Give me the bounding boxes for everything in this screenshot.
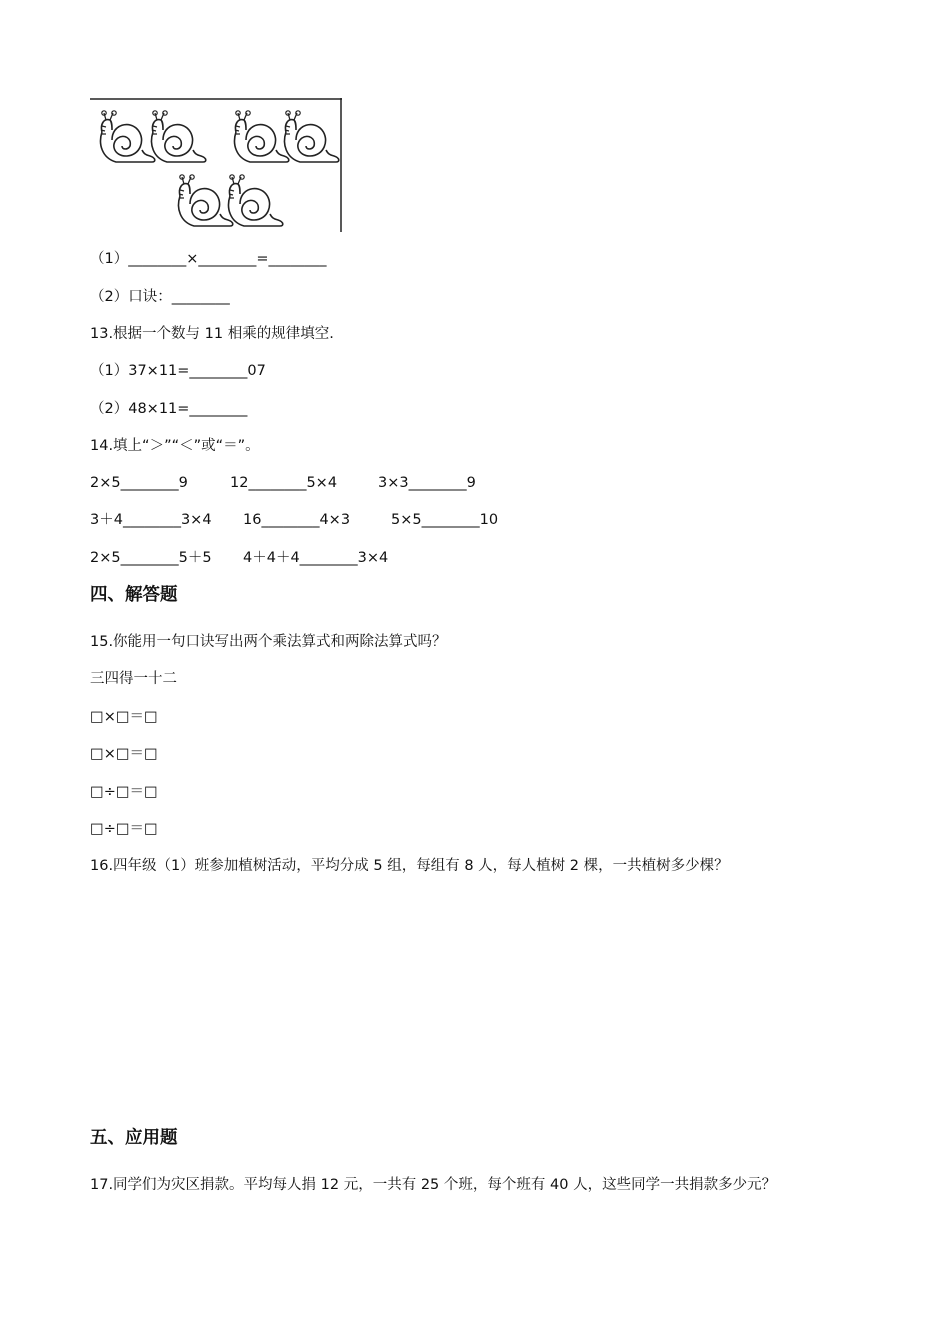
section-5-heading: 五、应用题 [90, 1128, 178, 1148]
q14-cell: 5×5________10 [391, 512, 499, 528]
q14-cell: 12________5×4 [230, 475, 338, 491]
snail-illustration [90, 98, 342, 232]
q13-title: 13.根据一个数与 11 相乘的规律填空. [90, 326, 334, 342]
q14-cell: 2×5________5＋5 [90, 550, 212, 566]
q14-cell: 16________4×3 [243, 512, 351, 528]
q12-rhyme-line: （2）口诀：________ [90, 289, 230, 305]
q15-equation: □÷□＝□ [90, 821, 158, 837]
q13-item-1: （1）37×11=________07 [90, 363, 266, 379]
section-4-heading: 四、解答题 [90, 585, 178, 605]
q14-title: 14.填上“＞”“＜”或“＝”。 [90, 438, 260, 454]
q15-rhyme: 三四得一十二 [90, 671, 177, 687]
q15-equation: □×□＝□ [90, 746, 158, 762]
q14-cell: 4＋4＋4________3×4 [243, 550, 389, 566]
q12-equation-line: （1）________×________=________ [90, 251, 327, 267]
q15-equation: □×□＝□ [90, 709, 158, 725]
snail-figure [90, 98, 342, 232]
q15-equation: □÷□＝□ [90, 784, 158, 800]
q15-title: 15.你能用一句口诀写出两个乘法算式和两除法算式吗？ [90, 634, 447, 650]
q14-cell: 3×3________9 [378, 475, 476, 491]
q14-cell: 2×5________9 [90, 475, 188, 491]
q14-cell: 3＋4________3×4 [90, 512, 212, 528]
q16-title: 16.四年级（1）班参加植树活动，平均分成 5 组，每组有 8 人，每人植树 2 棵，一共植树多少棵？ [90, 858, 729, 874]
q13-item-2: （2）48×11=________ [90, 401, 248, 417]
q17-title: 17.同学们为灾区捐款。平均每人捐 12 元，一共有 25 个班，每个班有 40 人，这些同学一共捐款多少元？ [90, 1177, 777, 1193]
